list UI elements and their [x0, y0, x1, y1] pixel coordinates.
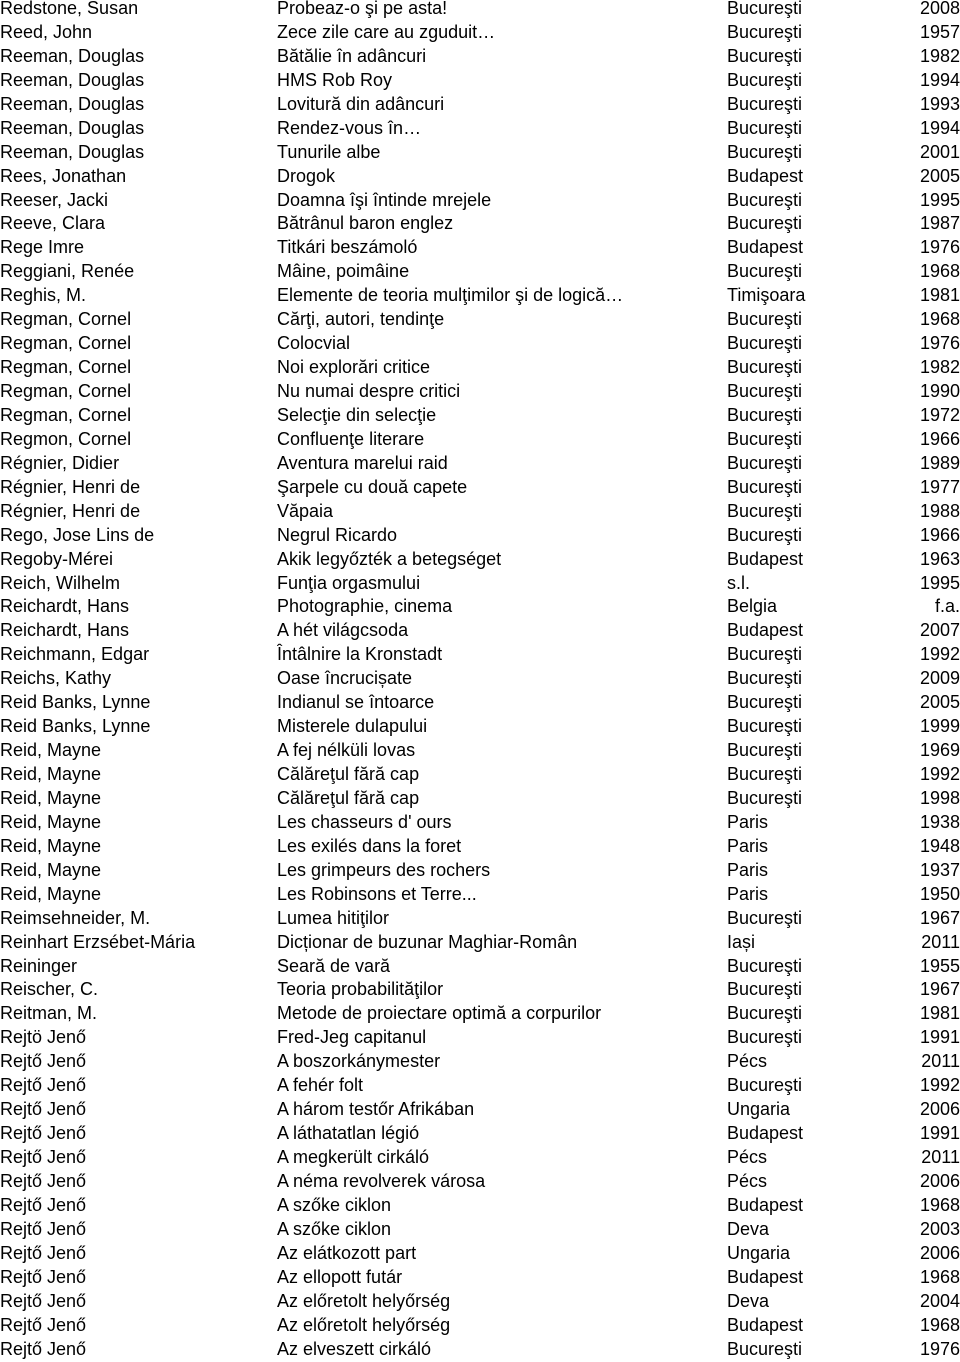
- entry-place: Bucureşti: [727, 644, 803, 665]
- entry-place: Bucureşti: [727, 1338, 803, 1359]
- catalog-row: [0, 1074, 960, 1098]
- entry-year: 2003: [919, 1218, 960, 1239]
- entry-title: Călăreţul fără cap: [277, 787, 420, 808]
- entry-title: Fred-Jeg capitanul: [277, 1027, 427, 1048]
- entry-title: Şarpele cu două capete: [277, 476, 468, 497]
- entry-year: 1998: [919, 787, 960, 808]
- catalog-row: [0, 45, 960, 69]
- catalog-row: [0, 739, 960, 763]
- entry-author: Reininger: [0, 955, 78, 976]
- entry-place: Pécs: [727, 1147, 768, 1167]
- entry-year: 2001: [919, 141, 960, 162]
- entry-title: Mâine, poimâine: [277, 261, 410, 282]
- entry-place: Bucureşti: [727, 117, 803, 138]
- entry-place: Paris: [727, 835, 769, 856]
- entry-year: 1968: [919, 1194, 960, 1215]
- entry-year: 1991: [919, 1123, 960, 1144]
- entry-author: Rejtő Jenő: [0, 1290, 87, 1311]
- entry-author: Reeman, Douglas: [0, 117, 145, 138]
- catalog-row: [0, 308, 960, 332]
- entry-year: 1969: [919, 740, 960, 761]
- entry-year: 1968: [919, 261, 960, 282]
- catalog-row: [0, 476, 960, 500]
- catalog-row: [0, 524, 960, 548]
- entry-author: Reid, Mayne: [0, 811, 102, 832]
- entry-year: 2011: [921, 1051, 960, 1072]
- entry-title: Elemente de teoria mulţimilor şi de logică…: [277, 285, 624, 306]
- entry-year: 1991: [919, 1027, 960, 1048]
- entry-author: Reischer, C.: [0, 979, 99, 1000]
- entry-title: Lovitură din adâncuri: [277, 93, 445, 114]
- entry-author: Rejtő Jenő: [0, 1123, 87, 1144]
- entry-place: Bucureşti: [727, 716, 803, 737]
- entry-title: Călăreţul fără cap: [277, 764, 420, 784]
- catalog-row: [0, 691, 960, 715]
- entry-title: Dicționar de buzunar Maghiar-Român: [277, 931, 578, 952]
- catalog-row: [0, 356, 960, 380]
- entry-place: Bucureşti: [727, 428, 803, 449]
- entry-author: Reid, Mayne: [0, 883, 102, 904]
- entry-year: 1990: [919, 381, 960, 401]
- entry-place: Bucureşti: [727, 1027, 803, 1048]
- entry-author: Rejtö Jenő: [0, 1027, 87, 1048]
- entry-year: 1938: [919, 811, 960, 832]
- entry-year: 1976: [919, 237, 960, 258]
- entry-title: Cărţi, autori, tendinţe: [277, 309, 445, 330]
- entry-place: Bucureşti: [727, 524, 803, 545]
- entry-title: Az előretolt helyőrség: [277, 1314, 451, 1335]
- entry-author: Régnier, Henri de: [0, 476, 141, 497]
- entry-title: Probeaz-o şi pe asta!: [277, 0, 448, 18]
- entry-title: Drogok: [277, 165, 336, 186]
- entry-place: Timişoara: [727, 285, 806, 306]
- entry-year: 2007: [919, 620, 960, 641]
- entry-title: Az ellopott futár: [277, 1266, 403, 1287]
- entry-title: A három testőr Afrikában: [277, 1099, 475, 1120]
- entry-author: Reeman, Douglas: [0, 93, 145, 114]
- entry-place: Bucureşti: [727, 452, 803, 473]
- entry-place: Bucureşti: [727, 309, 803, 330]
- catalog-row: [0, 619, 960, 643]
- entry-title: Les exilés dans la foret: [277, 835, 462, 856]
- entry-place: Bucureşti: [727, 740, 803, 761]
- entry-year: 1999: [919, 716, 960, 737]
- entry-author: Rejtő Jenő: [0, 1051, 87, 1072]
- catalog-row: [0, 787, 960, 811]
- catalog-row: [0, 332, 960, 356]
- entry-year: 1981: [919, 1003, 960, 1024]
- catalog-row: [0, 1170, 960, 1194]
- entry-place: Bucureşti: [727, 189, 803, 210]
- entry-author: Regman, Cornel: [0, 309, 132, 330]
- catalog-row: [0, 21, 960, 45]
- catalog-row: [0, 500, 960, 524]
- catalog-row: [0, 572, 960, 596]
- catalog-row: [0, 811, 960, 835]
- entry-year: 2009: [919, 668, 960, 689]
- entry-title: Întâlnire la Kronstadt: [277, 644, 443, 665]
- entry-author: Reghis, M.: [0, 285, 87, 306]
- catalog-row: [0, 141, 960, 165]
- entry-place: Paris: [727, 883, 769, 904]
- entry-author: Reichs, Kathy: [0, 668, 112, 689]
- catalog-row: [0, 404, 960, 428]
- entry-title: Funţia orgasmului: [277, 572, 421, 593]
- entry-author: Rego, Jose Lins de: [0, 524, 155, 545]
- entry-title: Tunurile albe: [277, 141, 381, 162]
- entry-title: Les Robinsons et Terre...: [277, 883, 477, 904]
- entry-place: Bucureşti: [727, 213, 803, 234]
- catalog-row: [0, 428, 960, 452]
- entry-place: Budapest: [727, 1314, 804, 1335]
- entry-place: s.l.: [727, 572, 751, 593]
- catalog-row: [0, 1290, 960, 1314]
- catalog-row: [0, 667, 960, 691]
- entry-place: Paris: [727, 811, 769, 832]
- entry-author: Rejtő Jenő: [0, 1099, 87, 1120]
- entry-author: Reid Banks, Lynne: [0, 692, 151, 713]
- entry-author: Rejtő Jenő: [0, 1218, 87, 1239]
- entry-year: 1963: [919, 548, 960, 569]
- entry-author: Rejtő Jenő: [0, 1147, 87, 1167]
- entry-place: Bucureşti: [727, 787, 803, 808]
- catalog-row: [0, 165, 960, 189]
- entry-author: Rejtő Jenő: [0, 1266, 87, 1287]
- entry-year: 2011: [921, 931, 960, 952]
- entry-author: Rejtő Jenő: [0, 1170, 87, 1191]
- catalog-row: [0, 978, 960, 1002]
- entry-title: Indianul se întoarce: [277, 692, 435, 713]
- catalog-row: [0, 931, 960, 955]
- entry-title: A néma revolverek városa: [277, 1170, 486, 1191]
- entry-place: Budapest: [727, 165, 804, 186]
- entry-year: 1977: [919, 476, 960, 497]
- entry-author: Rejtő Jenő: [0, 1194, 87, 1215]
- entry-place: Bucureşti: [727, 907, 803, 928]
- catalog-row: [0, 452, 960, 476]
- entry-title: Selecţie din selecţie: [277, 404, 437, 425]
- entry-year: 2011: [921, 1147, 960, 1167]
- entry-year: 1957: [919, 21, 960, 42]
- entry-year: 1982: [919, 45, 960, 66]
- catalog-row: [0, 380, 960, 404]
- entry-title: Zece zile care au zguduit…: [277, 21, 496, 42]
- catalog-row: [0, 1242, 960, 1266]
- entry-title: A fej nélküli lovas: [277, 740, 416, 761]
- entry-place: Belgia: [727, 596, 778, 617]
- entry-author: Reichardt, Hans: [0, 620, 130, 641]
- entry-place: Bucureşti: [727, 500, 803, 521]
- entry-title: Oase încrucișate: [277, 668, 413, 689]
- entry-title: Negrul Ricardo: [277, 524, 398, 545]
- entry-year: 1982: [919, 357, 960, 378]
- entry-place: Bucureşti: [727, 357, 803, 378]
- entry-place: Deva: [727, 1290, 770, 1311]
- entry-year: 1987: [919, 213, 960, 234]
- entry-place: Iași: [727, 931, 756, 952]
- entry-place: Bucureşti: [727, 0, 803, 18]
- entry-year: 1995: [919, 572, 960, 593]
- entry-year: 1994: [919, 117, 960, 138]
- catalog-row: [0, 0, 960, 21]
- catalog-row: [0, 1338, 960, 1362]
- entry-author: Reich, Wilhelm: [0, 572, 121, 593]
- entry-place: Bucureşti: [727, 692, 803, 713]
- entry-title: Doamna îşi întinde mrejele: [277, 189, 492, 210]
- entry-place: Bucureşti: [727, 979, 803, 1000]
- entry-year: 1976: [919, 333, 960, 354]
- catalog-row: [0, 835, 960, 859]
- catalog-row: [0, 117, 960, 141]
- entry-year: 2006: [919, 1170, 960, 1191]
- entry-title: Misterele dulapului: [277, 716, 428, 737]
- catalog-row: [0, 1266, 960, 1290]
- entry-author: Rejtő Jenő: [0, 1075, 87, 1096]
- entry-author: Reid Banks, Lynne: [0, 716, 151, 737]
- entry-place: Bucureşti: [727, 955, 803, 976]
- entry-title: Photographie, cinema: [277, 596, 453, 617]
- entry-year: 1981: [919, 285, 960, 306]
- entry-author: Regman, Cornel: [0, 381, 132, 401]
- entry-year: 1992: [919, 764, 960, 784]
- entry-title: Noi explorări critice: [277, 357, 431, 378]
- entry-title: Confluenţe literare: [277, 428, 425, 449]
- entry-place: Bucureşti: [727, 476, 803, 497]
- entry-place: Bucureşti: [727, 1075, 803, 1096]
- catalog-row: [0, 1146, 960, 1170]
- entry-author: Régnier, Didier: [0, 452, 120, 473]
- entry-place: Ungaria: [727, 1099, 791, 1120]
- catalog-row: [0, 236, 960, 260]
- entry-place: Ungaria: [727, 1242, 791, 1263]
- entry-author: Reggiani, Renée: [0, 261, 135, 282]
- entry-year: 1948: [919, 835, 960, 856]
- entry-author: Reeman, Douglas: [0, 45, 145, 66]
- entry-year: f.a.: [934, 596, 960, 617]
- entry-place: Bucureşti: [727, 1003, 803, 1024]
- entry-author: Reichardt, Hans: [0, 596, 130, 617]
- entry-author: Reid, Mayne: [0, 859, 102, 880]
- entry-year: 1937: [919, 859, 960, 880]
- catalog-row: [0, 93, 960, 117]
- entry-year: 1966: [919, 524, 960, 545]
- entry-title: Lumea hitiţilor: [277, 907, 390, 928]
- entry-author: Reinhart Erzsébet-Mária: [0, 931, 196, 952]
- entry-title: A hét világcsoda: [277, 620, 409, 641]
- entry-title: Les chasseurs d' ours: [277, 811, 452, 832]
- entry-author: Rege Imre: [0, 237, 85, 258]
- catalog-row: [0, 715, 960, 739]
- entry-year: 1966: [919, 428, 960, 449]
- entry-title: Nu numai despre critici: [277, 381, 461, 401]
- entry-title: A szőke ciklon: [277, 1194, 392, 1215]
- entry-place: Bucureşti: [727, 93, 803, 114]
- entry-year: 1955: [919, 955, 960, 976]
- catalog-row: [0, 1122, 960, 1146]
- entry-title: A boszorkánymester: [277, 1051, 441, 1072]
- catalog-row: [0, 1026, 960, 1050]
- entry-place: Bucureşti: [727, 333, 803, 354]
- entry-year: 1989: [919, 452, 960, 473]
- entry-place: Bucureşti: [727, 668, 803, 689]
- entry-author: Reimsehneider, M.: [0, 907, 151, 928]
- entry-place: Pécs: [727, 1051, 768, 1072]
- entry-place: Bucureşti: [727, 141, 803, 162]
- entry-year: 2006: [919, 1099, 960, 1120]
- catalog-row: [0, 643, 960, 667]
- entry-title: Az elveszett cirkáló: [277, 1338, 432, 1359]
- entry-title: Rendez-vous în…: [277, 117, 422, 138]
- entry-author: Reitman, M.: [0, 1003, 98, 1024]
- catalog-row: [0, 260, 960, 284]
- entry-author: Redstone, Susan: [0, 0, 139, 18]
- entry-year: 1968: [919, 309, 960, 330]
- entry-author: Reid, Mayne: [0, 740, 102, 761]
- entry-title: Teoria probabilităţilor: [277, 979, 444, 1000]
- entry-year: 1988: [919, 500, 960, 521]
- entry-title: Titkári beszámoló: [277, 237, 418, 258]
- entry-author: Régnier, Henri de: [0, 500, 141, 521]
- entry-place: Bucureşti: [727, 69, 803, 90]
- catalog-row: [0, 859, 960, 883]
- entry-author: Rejtő Jenő: [0, 1242, 87, 1263]
- entry-place: Paris: [727, 859, 769, 880]
- entry-year: 1993: [919, 93, 960, 114]
- entry-title: Les grimpeurs des rochers: [277, 859, 491, 880]
- entry-title: Aventura marelui raid: [277, 452, 448, 473]
- catalog-row: [0, 1194, 960, 1218]
- entry-place: Bucureşti: [727, 45, 803, 66]
- entry-author: Reichmann, Edgar: [0, 644, 150, 665]
- entry-author: Reeman, Douglas: [0, 69, 145, 90]
- entry-year: 1967: [919, 979, 960, 1000]
- entry-author: Regmon, Cornel: [0, 428, 132, 449]
- entry-place: Bucureşti: [727, 404, 803, 425]
- entry-year: 1994: [919, 69, 960, 90]
- catalog-row: [0, 1314, 960, 1338]
- entry-place: Budapest: [727, 548, 804, 569]
- entry-place: Budapest: [727, 1266, 804, 1287]
- catalog-row: [0, 284, 960, 308]
- entry-place: Pécs: [727, 1170, 768, 1191]
- entry-year: 2005: [919, 165, 960, 186]
- entry-author: Reeman, Douglas: [0, 141, 145, 162]
- catalog-row: [0, 1002, 960, 1026]
- entry-author: Reed, John: [0, 21, 93, 42]
- entry-year: 1992: [919, 644, 960, 665]
- entry-year: 1968: [919, 1266, 960, 1287]
- entry-title: HMS Rob Roy: [277, 69, 393, 90]
- entry-place: Bucureşti: [727, 21, 803, 42]
- entry-title: Az elátkozott part: [277, 1242, 417, 1263]
- entry-place: Bucureşti: [727, 764, 803, 784]
- entry-year: 2006: [919, 1242, 960, 1263]
- entry-title: Akik legyőzték a betegséget: [277, 548, 502, 569]
- entry-title: Bătrânul baron englez: [277, 213, 454, 234]
- entry-title: A láthatatlan légió: [277, 1123, 420, 1144]
- entry-author: Reeve, Clara: [0, 213, 106, 234]
- catalog-row: [0, 1050, 960, 1074]
- entry-title: A fehér folt: [277, 1075, 364, 1096]
- entry-title: Văpaia: [277, 500, 334, 521]
- catalog-row: [0, 212, 960, 236]
- entry-year: 1968: [919, 1314, 960, 1335]
- entry-author: Regman, Cornel: [0, 333, 132, 354]
- entry-author: Regman, Cornel: [0, 404, 132, 425]
- entry-title: Metode de proiectare optimă a corpurilor: [277, 1003, 602, 1024]
- entry-place: Budapest: [727, 620, 804, 641]
- catalog-row: [0, 595, 960, 619]
- entry-place: Deva: [727, 1218, 770, 1239]
- entry-author: Reid, Mayne: [0, 764, 102, 784]
- entry-year: 1967: [919, 907, 960, 928]
- entry-title: A szőke ciklon: [277, 1218, 392, 1239]
- entry-year: 1950: [919, 883, 960, 904]
- entry-author: Regman, Cornel: [0, 357, 132, 378]
- entry-year: 1992: [919, 1075, 960, 1096]
- entry-author: Reeser, Jacki: [0, 189, 109, 210]
- entry-title: Az előretolt helyőrség: [277, 1290, 451, 1311]
- catalog-row: [0, 763, 960, 787]
- entry-place: Bucureşti: [727, 261, 803, 282]
- entry-year: 1976: [919, 1338, 960, 1359]
- catalog-row: [0, 883, 960, 907]
- catalog-row: [0, 548, 960, 572]
- entry-year: 2008: [919, 0, 960, 18]
- catalog-row: [0, 69, 960, 93]
- entry-title: Bătălie în adâncuri: [277, 45, 427, 66]
- catalog-row: [0, 189, 960, 213]
- entry-author: Rees, Jonathan: [0, 165, 127, 186]
- entry-place: Budapest: [727, 237, 804, 258]
- entry-author: Regoby-Mérei: [0, 548, 114, 569]
- catalog-row: [0, 1098, 960, 1122]
- entry-place: Bucureşti: [727, 381, 803, 401]
- catalog-row: [0, 1218, 960, 1242]
- entry-title: Colocvial: [277, 333, 351, 354]
- catalog-row: [0, 955, 960, 979]
- entry-author: Rejtő Jenő: [0, 1314, 87, 1335]
- entry-title: A megkerült cirkáló: [277, 1147, 430, 1167]
- entry-author: Rejtő Jenő: [0, 1338, 87, 1359]
- entry-place: Budapest: [727, 1123, 804, 1144]
- entry-year: 2005: [919, 692, 960, 713]
- entry-year: 2004: [919, 1290, 960, 1311]
- entry-year: 1972: [919, 404, 960, 425]
- entry-author: Reid, Mayne: [0, 787, 102, 808]
- entry-year: 1995: [919, 189, 960, 210]
- entry-title: Seară de vară: [277, 955, 391, 976]
- catalog-row: [0, 907, 960, 931]
- entry-author: Reid, Mayne: [0, 835, 102, 856]
- entry-place: Budapest: [727, 1194, 804, 1215]
